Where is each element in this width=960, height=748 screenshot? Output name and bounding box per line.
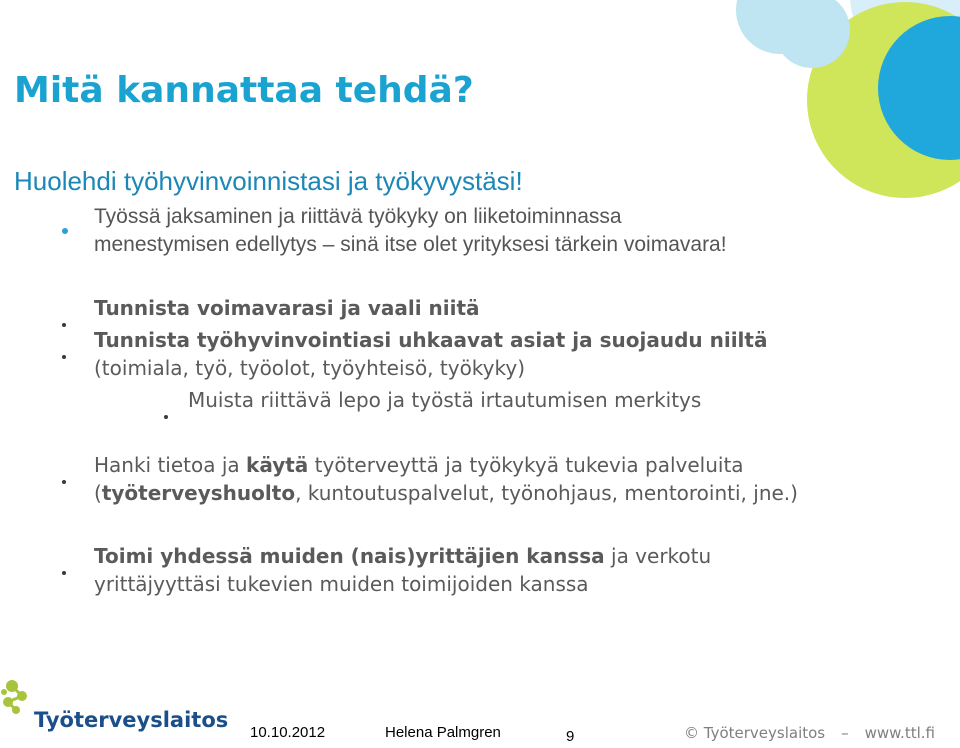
- item-line: (toimiala, työ, työolot, työyhteisö, työkyky): [94, 356, 526, 380]
- sub-bullet-item-rest: [164, 386, 701, 414]
- item-line: Hanki tietoa ja käytä työterveyttä ja työkykyä tukevia palveluita: [94, 453, 744, 477]
- bullet-item-threats: [62, 326, 767, 382]
- footer-copyright: [684, 724, 935, 742]
- item-line: Työssä jaksaminen ja riittävä työkyky on liiketoiminnassa: [94, 205, 622, 228]
- bullet-icon: [62, 463, 66, 491]
- item-line: Muista riittävä lepo ja työstä irtautumisen merkitys: [188, 388, 702, 412]
- sub-bullet-icon: [164, 398, 168, 426]
- item-line: (työterveyshuolto, kuntoutuspalvelut, työnohjaus, mentorointi, jne.): [94, 481, 798, 505]
- slide-subtitle: Huolehdi työhyvinvoinnistasi ja työkyvystäsi!: [14, 166, 523, 196]
- footer-url: www.ttl.fi: [864, 724, 935, 742]
- item-line: yrittäjyyttäsi tukevien muiden toimijoiden kanssa: [94, 572, 589, 596]
- footer-dash: –: [841, 724, 849, 742]
- footer-page-number: 9: [566, 728, 575, 745]
- logo-text: Työterveyslaitos: [34, 708, 229, 732]
- bullet-icon: [62, 338, 66, 366]
- bullet-item-network: [62, 542, 711, 598]
- footer-author: Helena Palmgren: [385, 724, 501, 741]
- copyright-text: © Työterveyslaitos: [684, 724, 826, 742]
- bullet-icon: [62, 214, 68, 242]
- slide-title: Mitä kannattaa tehdä?: [14, 70, 474, 111]
- item-line: Tunnista voimavarasi ja vaali niitä: [94, 296, 480, 320]
- footer-date: 10.10.2012: [250, 724, 326, 741]
- bullet-item-services: [62, 451, 798, 507]
- item-line: Tunnista työhyvinvointiasi uhkaavat asiat ja suojaudu niiltä: [94, 328, 768, 352]
- bullet-item-resources: [62, 294, 480, 322]
- item-line: menestymisen edellytys – sinä itse olet yrityksesi tärkein voimavara!: [94, 233, 727, 256]
- bullet-icon: [62, 554, 66, 582]
- item-line: Toimi yhdessä muiden (nais)yrittäjien kanssa ja verkotu: [94, 544, 712, 568]
- bullet-item-coping: [62, 203, 727, 259]
